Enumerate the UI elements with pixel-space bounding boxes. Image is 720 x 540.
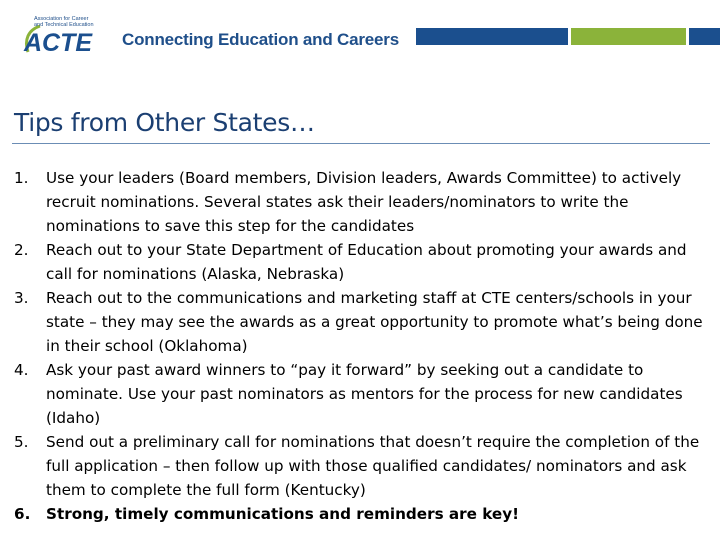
list-item-number: 5. <box>14 433 29 451</box>
acte-logo <box>22 16 112 60</box>
logo-org-name: Association for Career and Technical Education <box>34 16 94 28</box>
header-bar-blue-end <box>689 28 720 45</box>
list-item-text: Strong, timely communications and reminders are key! <box>46 505 520 523</box>
list-item-number: 2. <box>14 241 29 259</box>
list-item-number: 3. <box>14 289 29 307</box>
list-item <box>14 430 714 502</box>
header-bar-green <box>571 28 686 45</box>
list-item <box>14 502 714 526</box>
list-item-number: 1. <box>14 169 29 187</box>
list-item <box>14 286 714 358</box>
title-divider <box>12 143 710 144</box>
header <box>0 0 720 80</box>
header-bar-blue <box>416 28 568 45</box>
list-item <box>14 358 714 430</box>
list-item-number: 4. <box>14 361 29 379</box>
list-item <box>14 238 714 286</box>
list-item-text: Use your leaders (Board members, Division leaders, Awards Committee) to actively recruit nominations. Several states ask their leaders/nominators to write the nominations to save this step for the candidates <box>46 169 682 235</box>
list-item-text: Ask your past award winners to “pay it forward” by seeking out a candidate to nominate. Use your past nominators as mentors for the process for new candidates (Idaho) <box>46 361 683 427</box>
tagline: Connecting Education and Careers <box>122 30 399 49</box>
list-item-text: Reach out to your State Department of Education about promoting your awards and call for nominations (Alaska, Nebraska) <box>46 241 687 283</box>
page-title: Tips from Other States… <box>14 108 315 137</box>
tips-list <box>14 166 714 526</box>
list-item-text: Send out a preliminary call for nominations that doesn’t require the completion of the full application – then follow up with those qualified candidates/ nominators and ask them to complete the full form (Kentucky) <box>46 433 700 499</box>
list-item-number: 6. <box>14 505 31 523</box>
list-item <box>14 166 714 238</box>
list-item-text: Reach out to the communications and marketing staff at CTE centers/schools in your state – they may see the awards as a great opportunity to promote what’s being done in their school (Oklahoma) <box>46 289 703 355</box>
logo-acte-text: ACTE <box>24 29 93 57</box>
